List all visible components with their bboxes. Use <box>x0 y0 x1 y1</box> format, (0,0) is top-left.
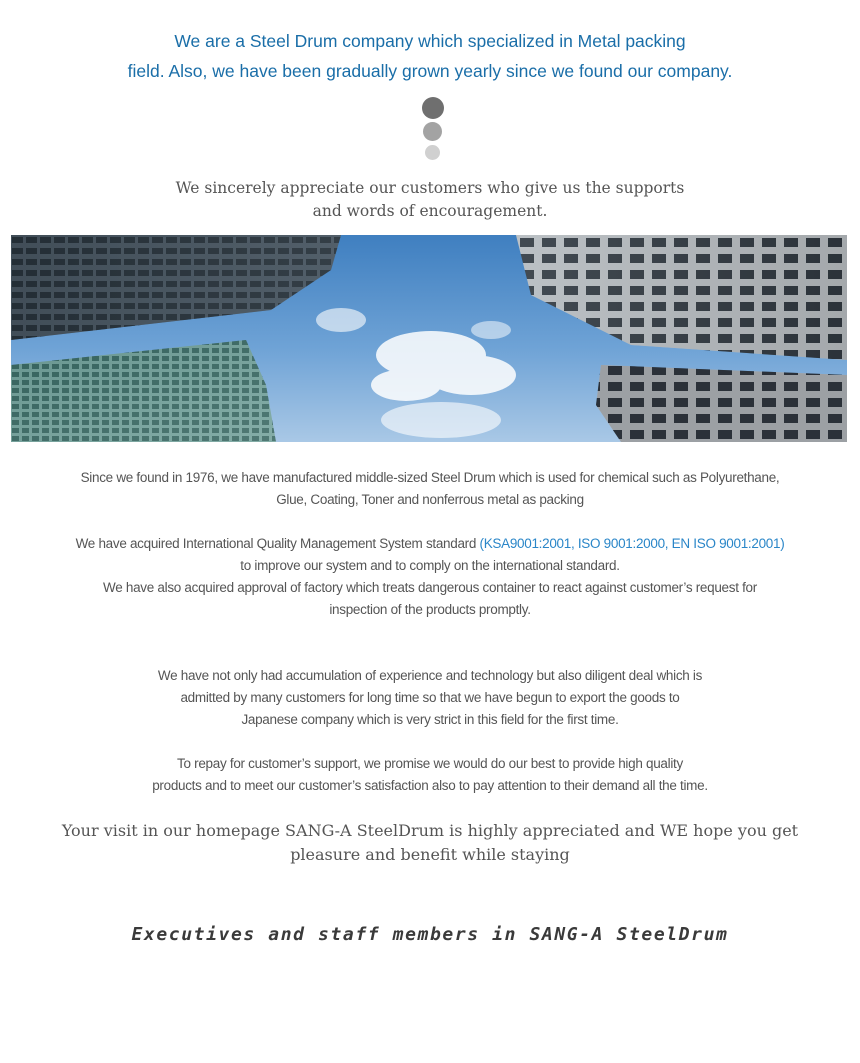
closing-message <box>0 819 860 867</box>
dot-medium-icon <box>423 122 442 141</box>
promise-line-2: products and to meet our customer’s satisfaction also to pay attention to their demand all the time. <box>152 778 708 793</box>
subhead-line-1: We sincerely appreciate our customers who give us the supports <box>175 179 685 197</box>
history-line-1: Since we found in 1976, we have manufactured middle-sized Steel Drum which is used for chemical such as Polyurethane, <box>80 470 780 485</box>
export-paragraph <box>0 665 860 731</box>
quality-paragraph <box>0 533 860 621</box>
certification-highlight: (KSA9001:2001, ISO 9001:2000, EN ISO 9001:2001) <box>479 536 785 551</box>
export-line-3: Japanese company which is very strict in this field for the first time. <box>241 712 619 727</box>
signature: Executives and staff members in SANG-A SteelDrum <box>131 924 729 945</box>
subhead-line-2: and words of encouragement. <box>312 202 548 220</box>
export-line-1: We have not only had accumulation of experience and technology but also diligent deal which is <box>157 668 703 683</box>
quality-line-1-text: We have acquired International Quality Management System standard <box>75 536 480 551</box>
headline-line-2: field. Also, we have been gradually grown yearly since we found our company. <box>127 61 733 81</box>
dot-large-icon <box>422 97 444 119</box>
promise-paragraph <box>0 753 860 797</box>
decorative-dots <box>421 97 445 163</box>
closing-line-1: Your visit in our homepage SANG-A SteelDrum is highly appreciated and WE hope you get <box>61 821 799 840</box>
headline-line-1: We are a Steel Drum company which specialized in Metal packing <box>174 31 686 51</box>
history-line-2: Glue, Coating, Toner and nonferrous metal as packing <box>276 492 584 507</box>
quality-line-4: inspection of the products promptly. <box>329 602 531 617</box>
quality-line-2: to improve our system and to comply on the international standard. <box>240 558 620 573</box>
quality-line-3: We have also acquired approval of factory which treats dangerous container to react against customer’s request for <box>103 580 757 595</box>
skyscrapers-photo <box>11 235 847 442</box>
export-line-2: admitted by many customers for long time so that we have begun to export the goods to <box>180 690 680 705</box>
history-paragraph <box>0 467 860 511</box>
quality-line-1 <box>0 533 860 555</box>
appreciation-subhead <box>0 177 860 223</box>
promise-line-1: To repay for customer’s support, we promise we would do our best to provide high quality <box>177 756 683 771</box>
dot-small-icon <box>425 145 440 160</box>
closing-line-2: pleasure and benefit while staying <box>290 845 570 864</box>
headline <box>0 26 860 86</box>
